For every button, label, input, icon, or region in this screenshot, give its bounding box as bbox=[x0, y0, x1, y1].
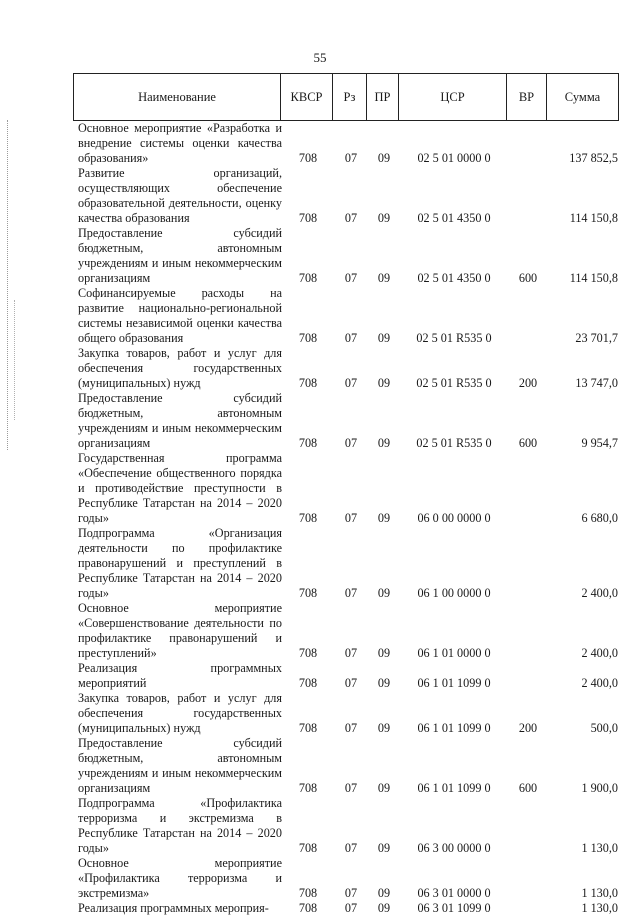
cell-name: Реализация программных мероприя- bbox=[78, 901, 269, 915]
cell-name: Реализация программных мероприятий bbox=[78, 661, 282, 690]
table-row bbox=[78, 346, 618, 391]
cell-name: Основное мероприятие «Совершенствование деятельности по профилактике правонарушений и преступлений» bbox=[78, 601, 282, 660]
cell-sum: 2 400,0 bbox=[581, 646, 618, 660]
cell-vr: 600 bbox=[518, 781, 538, 795]
cell-sum: 137 852,5 bbox=[569, 151, 618, 165]
cell-rz: 07 bbox=[344, 151, 358, 165]
cell-kvsr: 708 bbox=[298, 901, 318, 915]
cell-rz: 07 bbox=[344, 511, 358, 525]
cell-vr: 200 bbox=[518, 721, 538, 735]
cell-sum: 500,0 bbox=[590, 721, 618, 735]
cell-kvsr: 708 bbox=[298, 436, 318, 450]
cell-csr: 02 5 01 4350 0 bbox=[417, 271, 491, 285]
cell-csr: 06 3 01 1099 0 bbox=[417, 901, 491, 915]
cell-pr: 09 bbox=[377, 151, 391, 165]
cell-name: Закупка товаров, работ и услуг для обеспечения государственных (муниципальных) нужд bbox=[78, 691, 282, 735]
column-header-pr: ПР bbox=[367, 74, 399, 121]
cell-name: Предоставление субсидий бюджетным, автономным учреждениям и иным некоммерческим организациям bbox=[78, 736, 282, 795]
cell-kvsr: 708 bbox=[298, 376, 318, 390]
cell-csr: 06 1 01 0000 0 bbox=[417, 646, 491, 660]
cell-pr: 09 bbox=[377, 841, 391, 855]
cell-kvsr: 708 bbox=[298, 331, 318, 345]
cell-rz: 07 bbox=[344, 211, 358, 225]
cell-name: Подпрограмма «Организация деятельности по профилактике правонарушений и преступлений в Республике Татарстан на 2014 – 2020 годы» bbox=[78, 526, 282, 600]
cell-sum: 9 954,7 bbox=[581, 436, 618, 450]
cell-rz: 07 bbox=[344, 271, 358, 285]
table-row bbox=[78, 286, 618, 346]
cell-rz: 07 bbox=[344, 901, 358, 915]
table-row bbox=[78, 736, 618, 796]
cell-pr: 09 bbox=[377, 646, 391, 660]
cell-kvsr: 708 bbox=[298, 721, 318, 735]
column-header-vr: ВР bbox=[507, 74, 547, 121]
cell-rz: 07 bbox=[344, 841, 358, 855]
cell-name: Софинансируемые расходы на развитие национально-региональной системы независимой оценки качества общего образования bbox=[78, 286, 282, 345]
cell-pr: 09 bbox=[377, 331, 391, 345]
column-header-kvsr: КВСР bbox=[281, 74, 333, 121]
cell-sum: 23 701,7 bbox=[575, 331, 618, 345]
cell-name: Подпрограмма «Профилактика терроризма и экстремизма в Республике Татарстан на 2014 – 2020 годы» bbox=[78, 796, 282, 855]
budget-table-body bbox=[78, 121, 618, 916]
scan-margin-mark-secondary bbox=[14, 300, 15, 420]
cell-pr: 09 bbox=[377, 676, 391, 690]
table-row bbox=[78, 691, 618, 736]
cell-sum: 1 130,0 bbox=[581, 901, 618, 915]
cell-csr: 06 3 00 0000 0 bbox=[417, 841, 491, 855]
cell-pr: 09 bbox=[377, 901, 391, 915]
cell-kvsr: 708 bbox=[298, 586, 318, 600]
cell-kvsr: 708 bbox=[298, 646, 318, 660]
column-header-sum: Сумма bbox=[547, 74, 619, 121]
table-row bbox=[78, 121, 618, 166]
cell-csr: 06 1 01 1099 0 bbox=[417, 781, 491, 795]
cell-name: Развитие организаций, осуществляющих обеспечение образовательной деятельности, оценку качества образования bbox=[78, 166, 282, 225]
cell-sum: 6 680,0 bbox=[581, 511, 618, 525]
cell-kvsr: 708 bbox=[298, 676, 318, 690]
column-header-rz: Рз bbox=[333, 74, 367, 121]
cell-sum: 1 130,0 bbox=[581, 841, 618, 855]
cell-pr: 09 bbox=[377, 886, 391, 900]
cell-csr: 02 5 01 0000 0 bbox=[417, 151, 491, 165]
cell-rz: 07 bbox=[344, 586, 358, 600]
cell-rz: 07 bbox=[344, 781, 358, 795]
cell-rz: 07 bbox=[344, 886, 358, 900]
cell-pr: 09 bbox=[377, 271, 391, 285]
column-header-csr: ЦСР bbox=[399, 74, 507, 121]
cell-name: Предоставление субсидий бюджетным, автономным учреждениям и иным некоммерческим организациям bbox=[78, 226, 282, 285]
cell-kvsr: 708 bbox=[298, 271, 318, 285]
cell-csr: 02 5 01 R535 0 bbox=[416, 331, 492, 345]
cell-csr: 02 5 01 R535 0 bbox=[416, 376, 492, 390]
cell-pr: 09 bbox=[377, 586, 391, 600]
cell-csr: 02 5 01 4350 0 bbox=[417, 211, 491, 225]
column-header-name: Наименование bbox=[74, 74, 281, 121]
cell-rz: 07 bbox=[344, 331, 358, 345]
cell-pr: 09 bbox=[377, 721, 391, 735]
cell-csr: 06 0 00 0000 0 bbox=[417, 511, 491, 525]
table-row bbox=[78, 391, 618, 451]
cell-sum: 1 900,0 bbox=[581, 781, 618, 795]
cell-name: Государственная программа «Обеспечение общественного порядка и противодействие преступности в Республике Татарстан на 2014 – 2020 годы» bbox=[78, 451, 282, 525]
table-row bbox=[78, 166, 618, 226]
cell-pr: 09 bbox=[377, 781, 391, 795]
cell-kvsr: 708 bbox=[298, 151, 318, 165]
cell-csr: 06 1 00 0000 0 bbox=[417, 586, 491, 600]
budget-table-header bbox=[73, 73, 619, 121]
table-row bbox=[78, 526, 618, 601]
cell-vr: 200 bbox=[518, 376, 538, 390]
cell-name: Основное мероприятие «Профилактика терроризма и экстремизма» bbox=[78, 856, 282, 900]
table-row bbox=[78, 796, 618, 856]
cell-sum: 1 130,0 bbox=[581, 886, 618, 900]
cell-name: Основное мероприятие «Разработка и внедрение системы оценки качества образования» bbox=[78, 121, 282, 165]
cell-sum: 2 400,0 bbox=[581, 676, 618, 690]
cell-rz: 07 bbox=[344, 646, 358, 660]
table-row bbox=[78, 601, 618, 661]
table-row bbox=[78, 901, 618, 916]
table-row bbox=[78, 856, 618, 901]
cell-name: Закупка товаров, работ и услуг для обеспечения государственных (муниципальных) нужд bbox=[78, 346, 282, 390]
cell-vr: 600 bbox=[518, 436, 538, 450]
cell-rz: 07 bbox=[344, 676, 358, 690]
cell-csr: 02 5 01 R535 0 bbox=[416, 436, 492, 450]
cell-kvsr: 708 bbox=[298, 781, 318, 795]
cell-kvsr: 708 bbox=[298, 211, 318, 225]
cell-pr: 09 bbox=[377, 436, 391, 450]
cell-name: Предоставление субсидий бюджетным, автономным учреждениям и иным некоммерческим организациям bbox=[78, 391, 282, 450]
cell-kvsr: 708 bbox=[298, 511, 318, 525]
cell-csr: 06 1 01 1099 0 bbox=[417, 721, 491, 735]
cell-csr: 06 1 01 1099 0 bbox=[417, 676, 491, 690]
cell-sum: 114 150,8 bbox=[569, 271, 618, 285]
cell-rz: 07 bbox=[344, 436, 358, 450]
cell-vr: 600 bbox=[518, 271, 538, 285]
cell-csr: 06 3 01 0000 0 bbox=[417, 886, 491, 900]
cell-kvsr: 708 bbox=[298, 886, 318, 900]
cell-sum: 13 747,0 bbox=[575, 376, 618, 390]
cell-kvsr: 708 bbox=[298, 841, 318, 855]
cell-pr: 09 bbox=[377, 211, 391, 225]
scan-margin-mark bbox=[7, 120, 8, 450]
table-row bbox=[78, 451, 618, 526]
cell-pr: 09 bbox=[377, 376, 391, 390]
cell-rz: 07 bbox=[344, 721, 358, 735]
cell-sum: 114 150,8 bbox=[569, 211, 618, 225]
table-row bbox=[78, 226, 618, 286]
table-row bbox=[78, 661, 618, 691]
cell-rz: 07 bbox=[344, 376, 358, 390]
page-number: 55 bbox=[313, 50, 327, 65]
cell-sum: 2 400,0 bbox=[581, 586, 618, 600]
cell-pr: 09 bbox=[377, 511, 391, 525]
